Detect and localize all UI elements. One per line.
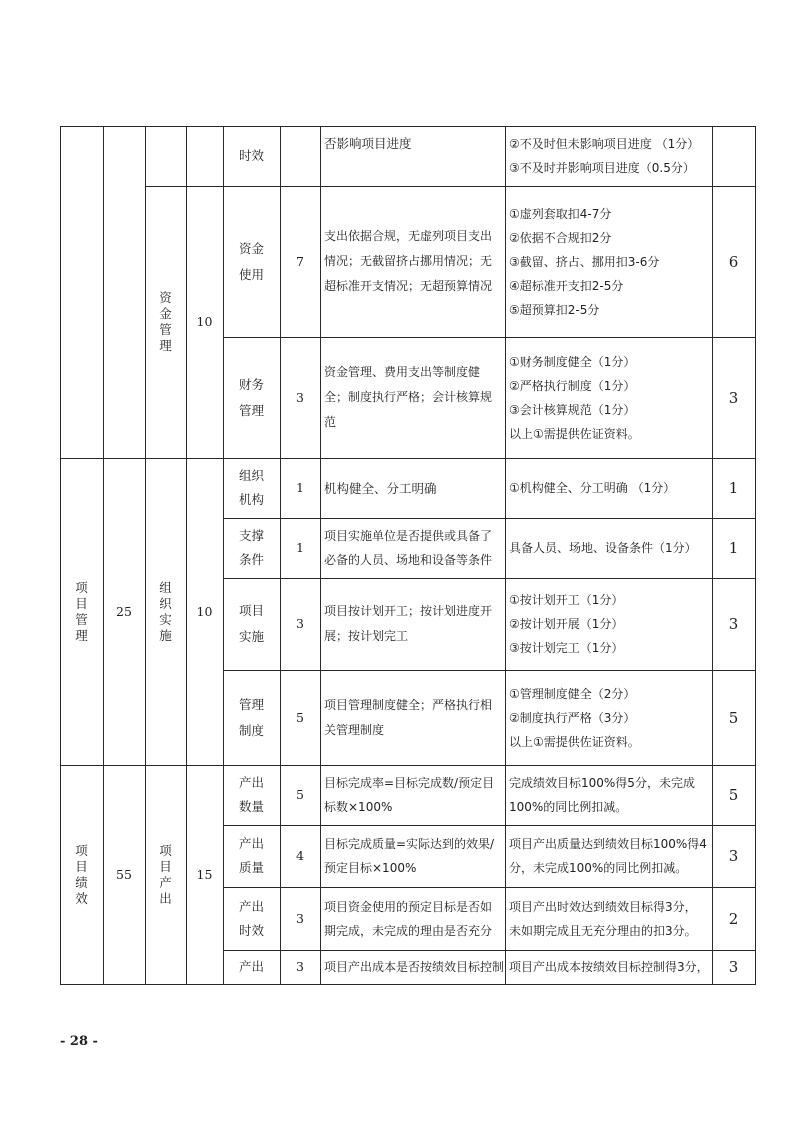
score-cell: 5 — [728, 708, 739, 727]
criteria-line: ③截留、挤占、挪用扣3-6分 — [509, 254, 660, 269]
criteria-line: ②依据不合规扣2分 — [509, 230, 612, 245]
criteria-line: ③不及时并影响项目进度（0.5分） — [509, 161, 695, 175]
indicator-cell: 产出 — [238, 959, 264, 974]
standard-cell: 项目管理制度健全；严格执行相关管理制度 — [324, 697, 493, 737]
criteria-cell — [505, 825, 712, 887]
criteria-line: 完成绩效目标100%得5分，未完成100%的同比例扣减。 — [509, 776, 695, 814]
standard-cell: 项目实施单位是否提供或具备了必备的人员、场地和设备等条件 — [324, 529, 493, 567]
level2-label: 项目产出 — [159, 842, 172, 906]
level2-score: 10 — [196, 603, 213, 619]
criteria-cell — [505, 950, 712, 984]
standard-cell: 否影响项目进度 — [324, 135, 412, 151]
level2-score: 15 — [196, 866, 213, 882]
criteria-cell — [505, 186, 712, 337]
level1-label: 项目绩效 — [75, 842, 88, 906]
weight-cell: 3 — [296, 910, 304, 926]
criteria-line: ②按计划开展（1分） — [509, 617, 624, 631]
criteria-line: 以上①需提供佐证资料。 — [509, 426, 640, 441]
score-cell: 1 — [728, 539, 739, 557]
criteria-line: 项目产出质量达到绩效目标100%得4分，未完成100%的同比例扣减。 — [509, 837, 707, 875]
standard-cell: 目标完成质量=实际达到的效果/预定目标×100% — [324, 837, 495, 875]
score-cell: 1 — [728, 479, 739, 497]
level1-score: 25 — [116, 603, 132, 619]
standard-cell: 支出依据合规，无虚列项目支出情况；无截留挤占挪用情况；无超标准开支情况；无超预算情况 — [324, 229, 493, 293]
score-cell: 3 — [728, 958, 739, 976]
criteria-cell — [505, 670, 712, 765]
criteria-cell — [505, 578, 712, 670]
standard-cell: 项目产出成本是否按绩效目标控制 — [324, 960, 505, 974]
weight-cell — [280, 126, 320, 186]
criteria-cell — [505, 765, 712, 825]
indicator-cell: 财务管理 — [238, 376, 264, 418]
criteria-cell — [505, 126, 712, 186]
level2-label: 组织实施 — [159, 579, 172, 643]
weight-cell: 3 — [296, 389, 304, 405]
criteria-cell — [505, 518, 712, 578]
score-cell — [712, 126, 755, 186]
criteria-line: ⑤超预算扣2-5分 — [509, 302, 600, 317]
score-cell: 5 — [728, 786, 739, 804]
indicator-cell: 支撑条件 — [238, 528, 264, 567]
criteria-line: 项目产出时效达到绩效目标得3分，未如期完成且无充分理由的扣3分。 — [509, 899, 697, 938]
level2-label: 资金管理 — [159, 290, 172, 353]
weight-cell: 7 — [296, 253, 304, 269]
page-number: - 28 - — [60, 1034, 98, 1049]
indicator-cell: 时效 — [238, 148, 264, 163]
criteria-line: ④超标准开支扣2-5分 — [509, 278, 624, 293]
indicator-cell: 资金使用 — [238, 240, 264, 282]
criteria-line: 项目产出成本按绩效目标控制得3分， — [509, 960, 709, 974]
level1-score: 55 — [116, 866, 132, 882]
indicator-cell: 产出时效 — [238, 898, 264, 938]
weight-cell: 1 — [296, 480, 304, 495]
indicator-cell: 组织机构 — [238, 468, 264, 507]
criteria-line: 以上①需提供佐证资料。 — [509, 734, 640, 749]
standard-cell: 项目资金使用的预定目标是否如期完成，未完成的理由是否充分 — [324, 899, 493, 938]
criteria-line: ①财务制度健全（1分） — [509, 354, 636, 369]
score-cell: 3 — [728, 388, 739, 407]
criteria-cell — [505, 887, 712, 950]
weight-cell: 4 — [296, 848, 304, 863]
criteria-line: ②制度执行严格（3分） — [509, 710, 636, 725]
score-cell: 2 — [728, 909, 739, 928]
standard-cell: 目标完成率=目标完成数/预定目标数×100% — [324, 776, 495, 814]
standard-cell: 资金管理、费用支出等制度健全；制度执行严格；会计核算规范 — [324, 365, 493, 429]
level1-label: 项目管理 — [75, 579, 88, 643]
score-cell: 3 — [728, 847, 739, 865]
score-cell: 6 — [728, 252, 739, 271]
standard-cell: 项目按计划开工；按计划进度开展；按计划完工 — [324, 604, 493, 643]
weight-cell: 3 — [296, 616, 304, 631]
level2-score: 10 — [196, 314, 213, 329]
criteria-line: ③会计核算规范（1分） — [509, 402, 636, 417]
weight-cell: 5 — [296, 709, 304, 725]
criteria-line: ③按计划完工（1分） — [509, 641, 624, 655]
score-cell: 3 — [728, 615, 739, 633]
indicator-cell: 产出数量 — [238, 775, 264, 814]
criteria-line: ②不及时但未影响项目进度 （1分） — [509, 137, 700, 151]
criteria-line: ①管理制度健全（2分） — [509, 686, 636, 701]
criteria-line: ①虚列套取扣4-7分 — [509, 206, 612, 221]
indicator-cell: 产出质量 — [238, 836, 264, 875]
indicator-cell: 管理制度 — [238, 696, 264, 738]
criteria-line: 具备人员、场地、设备条件（1分） — [509, 541, 697, 555]
weight-cell: 1 — [296, 540, 304, 555]
criteria-line: ②严格执行制度（1分） — [509, 378, 636, 393]
criteria-cell — [505, 337, 712, 458]
weight-cell: 3 — [296, 959, 304, 974]
criteria-line: ①按计划开工（1分） — [509, 593, 624, 607]
criteria-cell — [505, 458, 712, 518]
indicator-cell: 项目实施 — [238, 603, 264, 644]
standard-cell: 机构健全、分工明确 — [324, 480, 437, 496]
criteria-line: ①机构健全、分工明确 （1分） — [509, 481, 676, 495]
weight-cell: 5 — [296, 787, 304, 802]
